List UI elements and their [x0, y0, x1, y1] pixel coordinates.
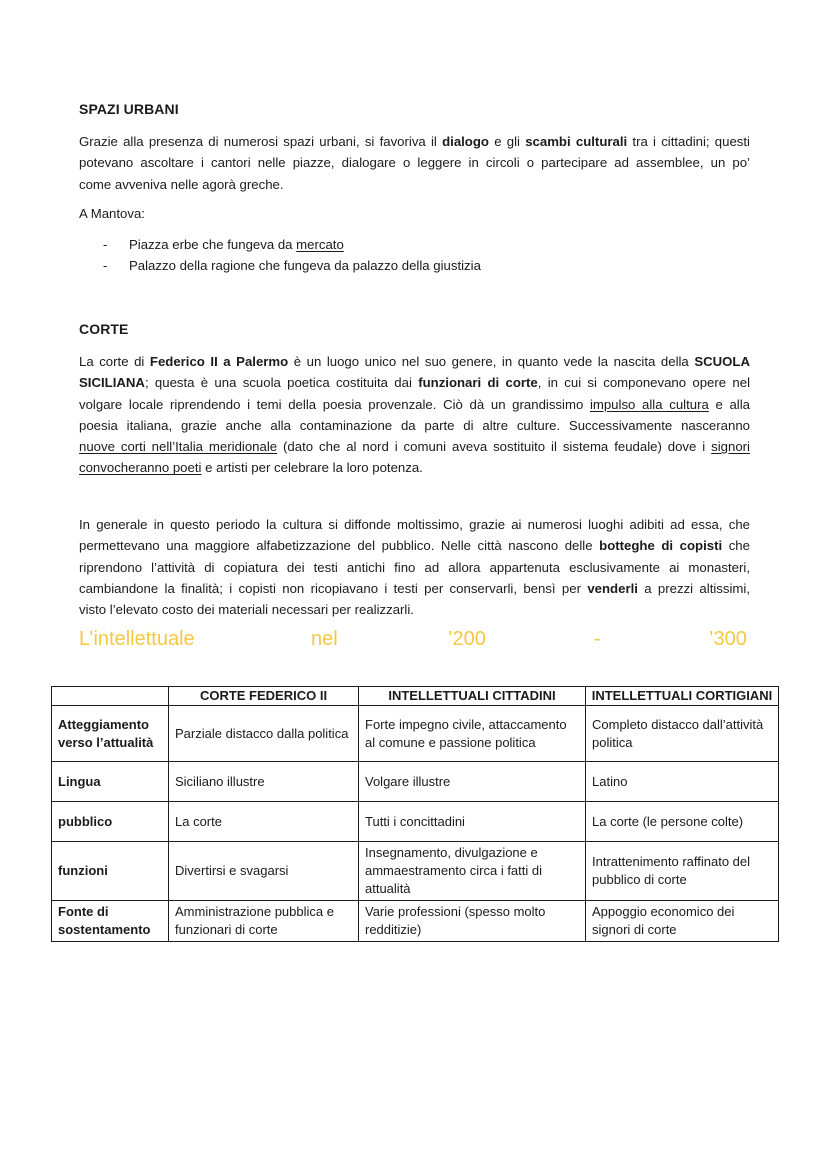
table-row: [52, 842, 779, 901]
bold-text: funzionari di corte: [418, 375, 538, 391]
table-cell: Parziale distacco dalla politica: [169, 706, 359, 762]
text-line: In generale in questo periodo la cultura si diffonde moltissimo, grazie ai numerosi luoghi adibiti ad essa, che: [79, 517, 750, 532]
text-run: ; questa è una scuola poetica costituita dai: [144, 375, 419, 391]
section-heading-spazi-urbani: SPAZI URBANI: [79, 101, 179, 117]
text-run: cambiandone la finalità; i copisti non ricopiavano i testi per conservarli, bensì per: [79, 580, 588, 596]
bold-text: botteghe di copisti: [599, 538, 723, 554]
table-header-row: [52, 687, 779, 706]
text-run: La corte di: [79, 354, 150, 369]
list-item-text: Palazzo della ragione che fungeva da palazzo della giustizia: [129, 258, 481, 273]
table-cell: Divertirsi e svagarsi: [169, 842, 359, 901]
text-line: [79, 372, 750, 393]
bold-text: dialogo: [442, 134, 489, 149]
title-word: ’200: [448, 628, 486, 650]
table-cell: La corte: [169, 802, 359, 842]
paragraph-corte: [79, 351, 750, 479]
text-line: [79, 457, 750, 478]
table-cell: Forte impegno civile, attaccamento al comune e passione politica: [359, 706, 586, 762]
table-cell: Completo distacco dall’attività politica: [586, 706, 779, 762]
table-header-cell: INTELLETTUALI CORTIGIANI: [586, 687, 779, 706]
bold-text: Federico II a Palermo: [149, 354, 289, 369]
underlined-text: convocheranno poeti: [79, 460, 202, 476]
bold-text: scambi culturali: [525, 134, 628, 149]
list-dash: -: [103, 258, 108, 273]
title-word: nel: [311, 628, 338, 650]
row-header-cell: pubblico: [52, 802, 169, 842]
table-cell: Varie professioni (spesso molto redditizie): [359, 901, 586, 942]
table-row: [52, 802, 779, 842]
text-run: è un luogo unico nel suo genere, in quanto vede la nascita della: [288, 354, 695, 369]
text-line: poesia italiana, grazie anche alla contaminazione da parte di altre culture. Successivamente nasceranno: [79, 417, 750, 433]
table-cell: Siciliano illustre: [169, 762, 359, 802]
underlined-text: signori: [711, 439, 750, 455]
text-line: visto l’elevato costo dei materiali necessari per realizzarli.: [79, 602, 414, 618]
text-run: Grazie alla presenza di numerosi spazi urbani, si favoriva il: [79, 134, 443, 149]
text-run: che: [722, 538, 750, 554]
list-item-text: Piazza erbe che fungeva da: [129, 237, 297, 252]
text-run: e gli: [488, 134, 526, 149]
text-run: , in cui si componevano opere nel: [537, 375, 751, 391]
page-title: [79, 628, 750, 656]
table-row: [52, 901, 779, 942]
text-run: volgare locale riprendendo i temi della poesia provenzale. Ciò dà un grandissimo: [79, 396, 590, 412]
table-row: [52, 706, 779, 762]
row-header-cell: Lingua: [52, 762, 169, 802]
table-cell: Tutti i concittadini: [359, 802, 586, 842]
text-line: [79, 131, 750, 152]
title-word: L’intellettuale: [79, 628, 195, 650]
section-heading-corte: CORTE: [79, 321, 129, 337]
row-header-cell: Fonte di sostentamento: [52, 901, 169, 942]
text-line: [79, 578, 750, 599]
table-cell: Amministrazione pubblica e funzionari di corte: [169, 901, 359, 942]
text-run: e artisti per celebrare la loro potenza.: [201, 460, 423, 476]
table-cell: Latino: [586, 762, 779, 802]
table-header-cell: [52, 687, 169, 706]
table-cell: La corte (le persone colte): [586, 802, 779, 842]
table-cell: Insegnamento, divulgazione e ammaestramento circa i fatti di attualità: [359, 842, 586, 901]
text-line: [79, 436, 750, 457]
table-cell: Intrattenimento raffinato del pubblico di corte: [586, 842, 779, 901]
text-run: a prezzi altissimi,: [637, 580, 750, 596]
underlined-text: mercato: [296, 237, 344, 252]
text-run: permettevano una maggiore alfabetizzazione del pubblico. Nelle città nascono delle: [79, 538, 600, 554]
table-cell: Appoggio economico dei signori di corte: [586, 901, 779, 942]
table-header-cell: INTELLETTUALI CITTADINI: [359, 687, 586, 706]
paragraph-spazi-urbani: [79, 131, 750, 195]
text-line: [79, 535, 750, 556]
underlined-text: nuove corti nell’Italia meridionale: [79, 439, 278, 455]
text-line: riprendono l’attività di copiatura dei testi antichi fino ad allora appartenuta esclusivamente ai monasteri,: [79, 559, 750, 575]
text-line: [79, 394, 750, 415]
title-word: -: [594, 628, 601, 650]
text-run: (dato che al nord i comuni aveva sostituito il sistema feudale) dove i: [277, 439, 712, 455]
bold-text: SCUOLA: [694, 354, 750, 369]
text-run: e alla: [708, 396, 750, 412]
bold-text: SICILIANA: [79, 375, 145, 391]
row-header-cell: funzioni: [52, 842, 169, 901]
bold-text: venderli: [587, 580, 638, 596]
table-cell: Volgare illustre: [359, 762, 586, 802]
text-line: [79, 351, 750, 372]
paragraph-generale: [79, 514, 750, 620]
text-line: potevano ascoltare i cantori nelle piazze, dialogare o leggere in circoli o partecipare ad assemblee, un po’: [79, 155, 750, 171]
comparison-table: [51, 686, 779, 942]
list-dash: -: [103, 237, 108, 252]
text-run: tra i cittadini; questi: [627, 134, 750, 149]
title-word: ’300: [709, 628, 747, 650]
text-line: come avveniva nelle agorà greche.: [79, 176, 284, 192]
table-row: [52, 762, 779, 802]
underlined-text: impulso alla cultura: [589, 396, 709, 412]
mantova-label: A Mantova:: [79, 206, 145, 221]
table-header-cell: CORTE FEDERICO II: [169, 687, 359, 706]
row-header-cell: Atteggiamento verso l’attualità: [52, 706, 169, 762]
